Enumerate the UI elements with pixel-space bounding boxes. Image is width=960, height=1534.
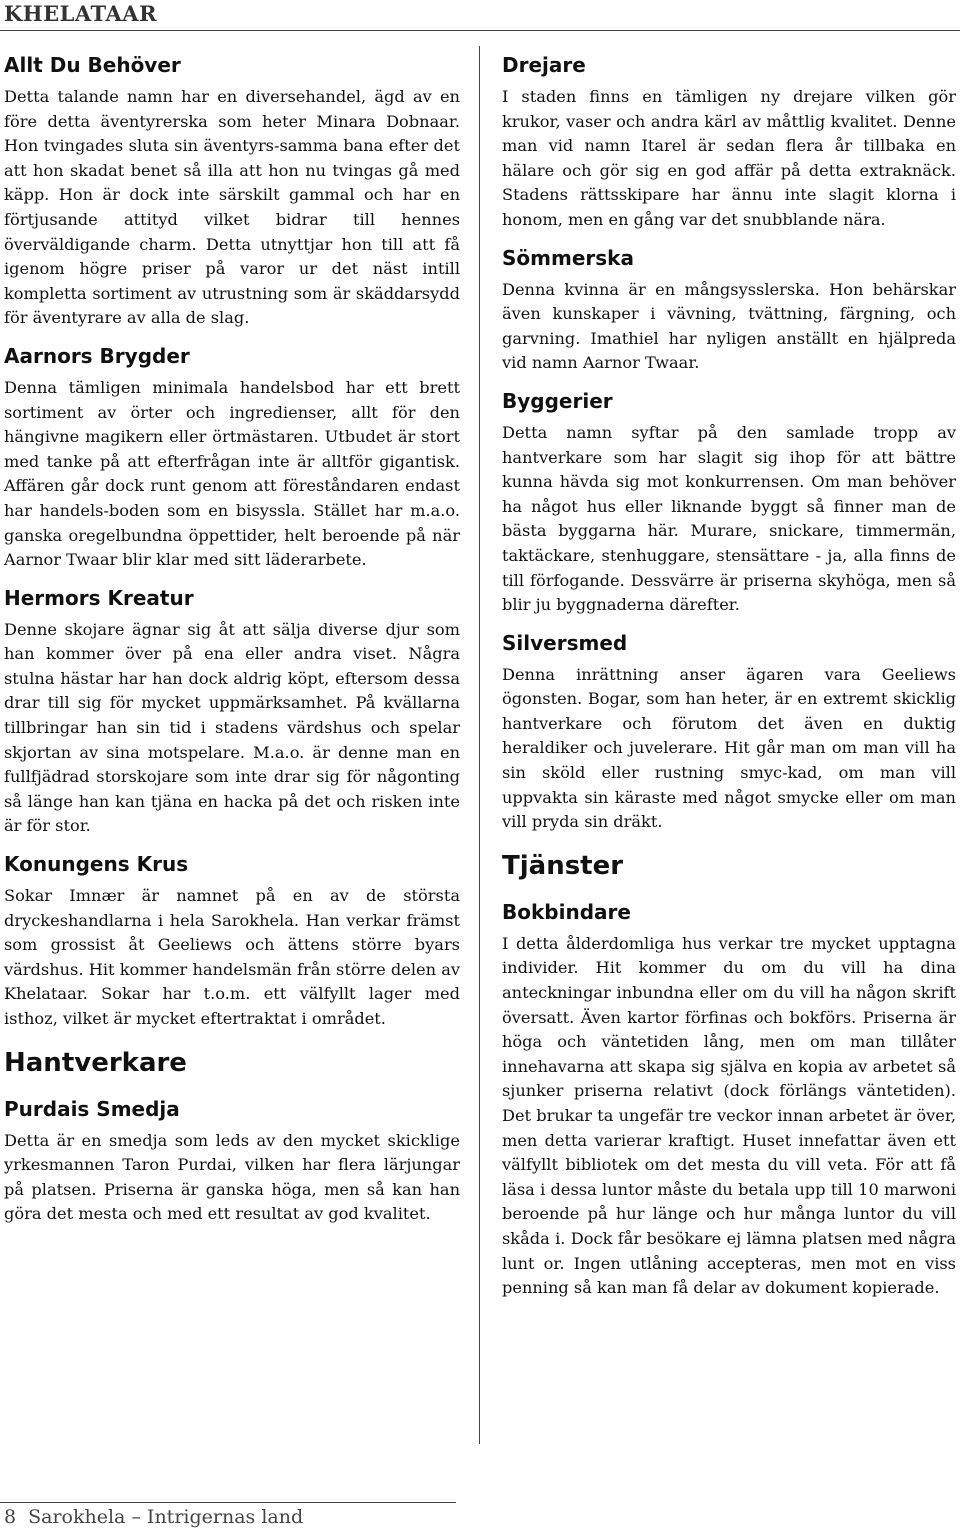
subsection-heading: Allt Du Behöver [4, 53, 181, 77]
body-paragraph: Denna tämligen minimala handelsbod har ett brett sortiment av örter och ingredienser, allt för den hängivne magikern eller örtmästaren. Utbudet är stort med tanke på att efterfrågan inte är alltför gigantisk. Affären går dock runt genom att föreståndaren endast har handels-boden som en bisyssla. Stället har m.a.o. ganska oregelbundna öppettider, helt beroende på när Aarnor Twaar blir klar med sitt läderarbete. [4, 377, 460, 570]
book-title: Sarokhela – Intrigernas land [28, 1506, 304, 1528]
column-divider [479, 46, 480, 1444]
subsection-heading: Sömmerska [502, 245, 634, 270]
left-column [4, 40, 460, 1227]
body-paragraph: Detta namn syftar på den samlade tropp av hantverkare som har slagit sig ihop för att bättre kunna hävda sig mot konkurrensen. Om man behöver ha något hus eller liknande byggt så finner man de bästa byggarna här. Murare, snickare, timmermän, taktäckare, stenhuggare, stensättare - ja, alla finns de till förfogande. Dessvärre är priserna skyhöga, men så blir ju byggnaderna därefter. [502, 422, 956, 615]
body-paragraph: I staden finns en tämligen ny drejare vilken gör krukor, vaser och andra kärl av måttlig kvalitet. Denne man vid namn Itarel är sedan flera år tillbaka en hälare och gör sig en god affär på detta extraknäck. Stadens rättsskipare har ännu inte slagit klorna i honom, men en gång var det snubblande nära. [502, 87, 956, 229]
body-paragraph: Denna kvinna är en mångsysslerska. Hon behärskar även kunskaper i vävning, tvättning, färgning, och garvning. Imathiel har nyligen anställt en hjälpreda vid namn Aarnor Twaar. [502, 279, 956, 373]
page-header [0, 0, 960, 31]
subsection-heading: Konungens Krus [4, 852, 189, 877]
page-number: 8 [4, 1506, 17, 1528]
right-column [502, 40, 956, 1301]
section-heading: Hantverkare [4, 1047, 187, 1078]
body-paragraph: I detta ålderdomliga hus verkar tre mycket upptagna individer. Hit kommer du om du vill ha dina anteckningar inbundna eller om du vill ha någon skrift översatt. Även kartor förfinas och bokförs. Priserna är höga och väntetiden lång, men om man tillåter innehavarna att skapa sig själva en kopia av arbetet så sjunker priserna relativt (dock förlängs väntetiden). Det brukar ta ungefär tre veckor innan arbetet är över, men detta varierar kraftigt. Huset innefattar även ett välfyllt bibliotek om det mesta du vill veta. För att få läsa i dessa luntor måste du betala upp till 10 marwoni beroende på hur länge och hur många luntor du vill skåda i. Dock får besökare ej lämna platsen med några lunt or. Ingen utlåning accepteras, men mot en viss penning så kan man få delar av dokument kopierade. [502, 933, 956, 1298]
subsection-heading: Byggerier [502, 388, 613, 413]
body-paragraph: Denna inrättning anser ägaren vara Geeliews ögonsten. Bogar, som han heter, är en extremt skicklig hantverkare och förutom det även en duktig heraldiker och juvelerare. Hit går man om man vill ha sin sköld eller rustning smyc-kad, om man vill uppvakta sin käraste med något smycke eller om man vill pryda sin dräkt. [502, 664, 956, 832]
section-heading: Tjänster [502, 850, 624, 881]
subsection-heading: Hermors Kreatur [4, 585, 194, 610]
subsection-heading: Silversmed [502, 630, 628, 655]
body-paragraph: Detta är en smedja som leds av den mycket skicklige yrkesmannen Taron Purdai, vilken har flera lärjungar på platsen. Priserna är ganska höga, men så kan han göra det mesta och med ett resultat av god kvalitet. [4, 1130, 460, 1224]
subsection-heading: Drejare [502, 53, 586, 77]
subsection-heading: Purdais Smedja [4, 1096, 180, 1121]
running-header-title: KHELATAAR [4, 1, 158, 26]
subsection-heading: Aarnors Brygder [4, 343, 190, 368]
subsection-heading: Bokbindare [502, 899, 631, 924]
footer-rule [0, 1502, 456, 1503]
body-paragraph: Denne skojare ägnar sig åt att sälja diverse djur som han kommer över på ena eller andra viset. Några stulna hästar har han dock aldrig köpt, eftersom dessa drar till sig för mycket uppmärksamhet. På kvällarna tillbringar han sin tid i stadens värdshus och spelar skjortan av sina motspelare. M.a.o. är denne man en fullfjädrad storskojare som inte drar sig för någonting så länge han kan tjäna en hacka på det och risken inte är för stor. [4, 619, 460, 836]
page-footer [4, 1506, 315, 1528]
body-paragraph: Sokar Imnær är namnet på en av de största dryckeshandlarna i hela Sarokhela. Han verkar främst som grossist åt Geeliews och ättens större byars värdshus. Hit kommer handelsmän från större delen av Khelataar. Sokar har t.o.m. ett välfyllt lager med isthoz, vilket är mycket eftertraktat i området. [4, 886, 460, 1028]
body-paragraph: Detta talande namn har en diversehandel, ägd av en före detta äventyrerska som heter Minara Dobnaar. Hon tvingades sluta sin äventyrs-samma bana efter det att hon skadat benet så illa att hon nu tvingas gå med käpp. Hon är dock inte särskilt gammal och har en förtjusande attityd vilket bidrar till hennes överväldigande charm. Detta utnyttjar hon till att få igenom högre priser på varor ur det näst intill kompletta sortiment av utrustning som är skäddarsydd för äventyrare av alla de slag. [4, 87, 460, 328]
